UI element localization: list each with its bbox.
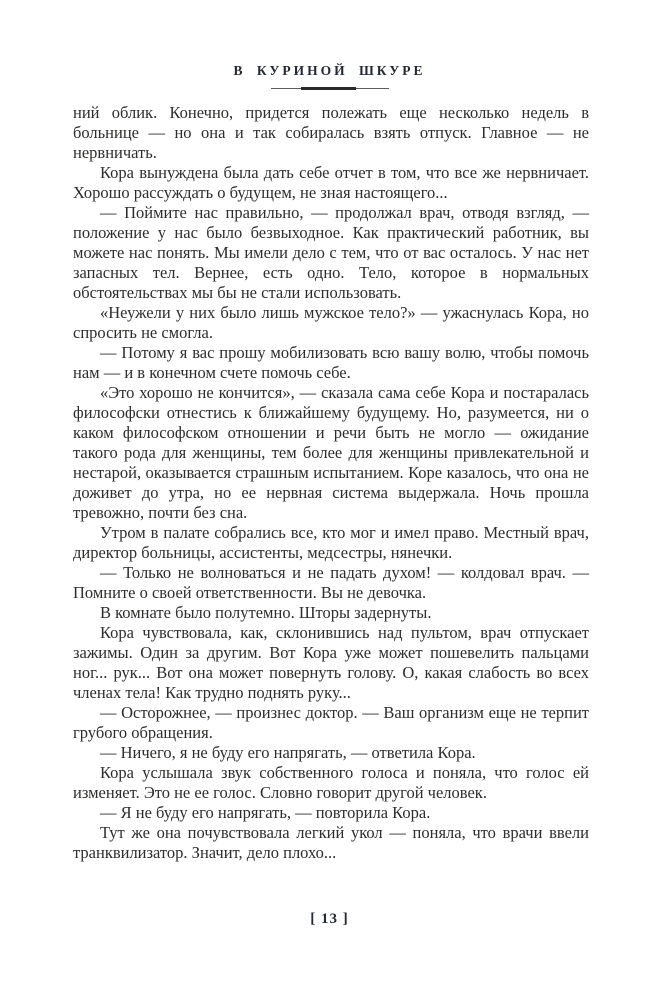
running-header-title: В КУРИНОЙ ШКУРЕ — [233, 63, 426, 78]
body-paragraph: — Я не буду его напрягать, — повторила Кора. — [100, 803, 431, 822]
body-paragraph: Кора услышала звук собственного голоса и поняла, что голос ей изменяет. Это не ее голос. Словно говорит другой человек. — [73, 763, 589, 802]
body-paragraph: — Поймите нас правильно, — продолжал врач, отводя взгляд, — положение у нас было безвыходное. Как практический работник, вы можете нас понять. Мы имели дело с тем, что от вас осталось. У нас нет запасных тел. Вернее, есть одно. Тело, которое в нормальных обстоятельствах мы бы не стали использовать. — [73, 203, 589, 302]
page-body-text — [73, 103, 589, 863]
page-number: [ 13 ] — [310, 911, 349, 927]
body-paragraph: Утром в палате собрались все, кто мог и имел право. Местный врач, директор больницы, ассистенты, медсестры, нянечки. — [73, 523, 589, 562]
body-paragraph: Кора чувствовала, как, склонившись над пультом, врач отпускает зажимы. Один за другим. Вот Кора уже может пошевелить пальцами ног... рук... Вот она может повернуть голову. О, какая слабость во всех членах тела! Как трудно поднять руку... — [73, 623, 589, 702]
body-paragraph: ний облик. Конечно, придется полежать еще несколько недель в больнице — но она и так собиралась взять отпуск. Главное — не нервничать. — [73, 103, 589, 162]
body-paragraph: — Осторожнее, — произнес доктор. — Ваш организм еще не терпит грубого обращения. — [73, 703, 589, 742]
body-paragraph: В комнате было полутемно. Шторы задернуты. — [100, 603, 432, 622]
body-paragraph: — Потому я вас прошу мобилизовать всю вашу волю, чтобы помочь нам — и в конечном счете помочь себе. — [73, 343, 589, 382]
body-paragraph: Кора вынуждена была дать себе отчет в том, что все же нервничает. Хорошо рассуждать о будущем, не зная настоящего... — [73, 163, 589, 202]
body-paragraph: «Неужели у них было лишь мужское тело?» — ужаснулась Кора, но спросить не смогла. — [73, 303, 589, 342]
header-divider-rule — [271, 88, 389, 89]
header-divider-thick-segment — [301, 87, 356, 90]
body-paragraph: «Это хорошо не кончится», — сказала сама себе Кора и постаралась философски отнестись к ближайшему будущему. Но, разумеется, ни о каком философском отношении и речи быть не могло — ожидание такого рода для женщины, тем более для женщины привлекательной и нестарой, оказывается страшным испытанием. Коре казалось, что она не доживет до утра, но ее нервная система выдержала. Ночь прошла тревожно, почти без сна. — [73, 383, 589, 522]
body-paragraph: Тут же она почувствовала легкий укол — поняла, что врачи ввели транквилизатор. Значит, дело плохо... — [73, 823, 589, 862]
body-paragraph: — Только не волноваться и не падать духом! — колдовал врач. — Помните о своей ответственности. Вы не девочка. — [73, 563, 589, 602]
body-paragraph: — Ничего, я не буду его напрягать, — ответила Кора. — [100, 743, 476, 762]
